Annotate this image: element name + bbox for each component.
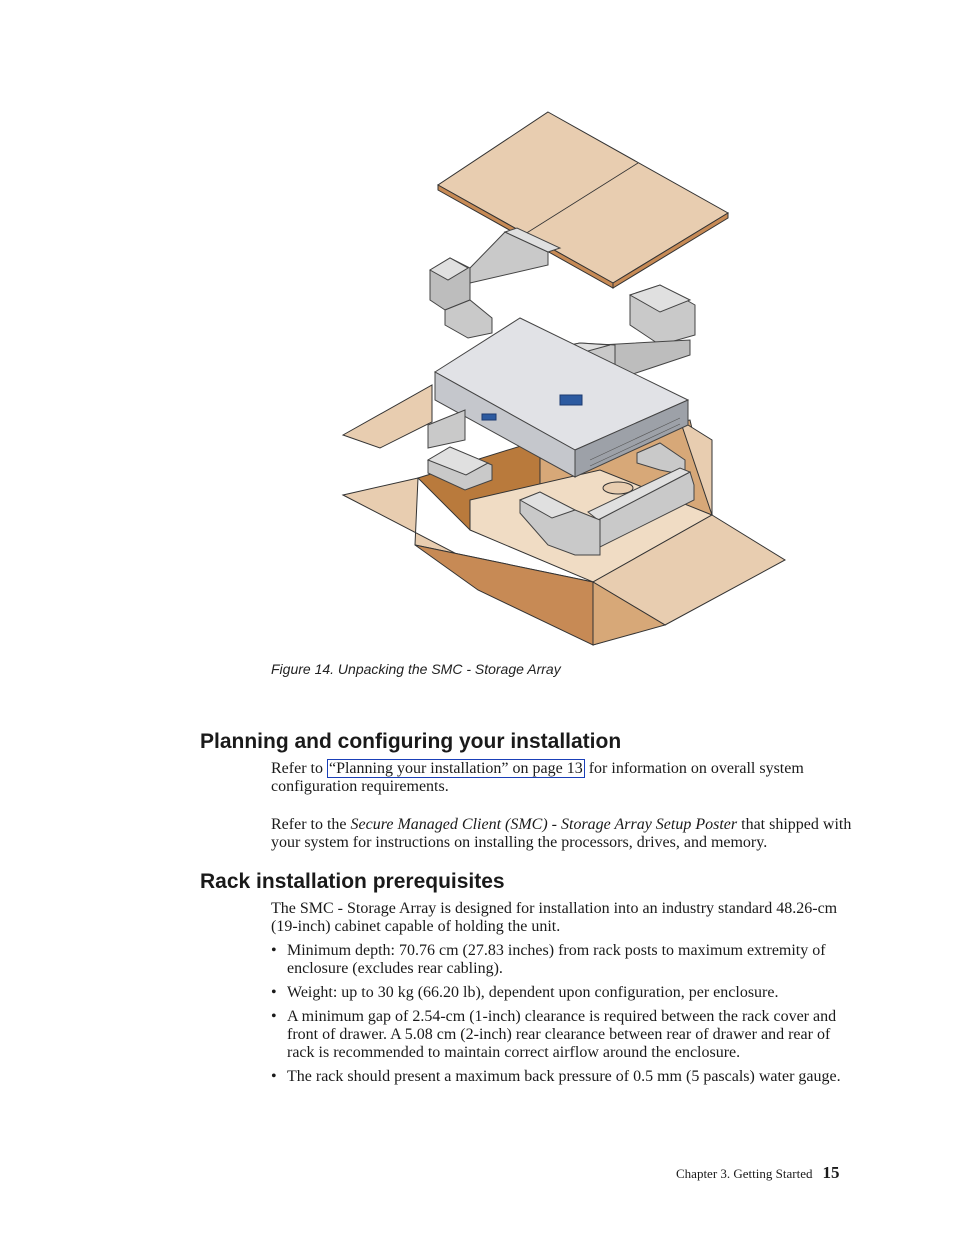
planning-paragraph-2: Refer to the Secure Managed Client (SMC) - Storage Array Setup Poster that shipped with your system for instructions on installing the processors, drives, and memory. [271, 816, 852, 851]
planning-paragraph-1: Refer to “Planning your installation” on page 13 for information on overall system configuration requirements. [271, 760, 804, 795]
list-item: • Weight: up to 30 kg (66.20 lb), dependent upon configuration, per enclosure. [271, 984, 861, 1002]
list-item: • The rack should present a maximum back pressure of 0.5 mm (5 pascals) water gauge. [271, 1068, 861, 1086]
chapter-label: Chapter 3. Getting Started [676, 1166, 813, 1181]
page-footer [676, 1163, 861, 1183]
rack-intro: The SMC - Storage Array is designed for installation into an industry standard 48.26-cm (19-inch) cabinet capable of holding the unit. [271, 900, 838, 935]
page-number: 15 [822, 1163, 840, 1182]
setup-poster-title: Secure Managed Client (SMC) - Storage Array Setup Poster [350, 816, 738, 833]
list-item: • A minimum gap of 2.54-cm (1-inch) clearance is required between the rack cover and front of drawer. A 5.08 cm (2-inch) rear clearance between rear of drawer and rear of rack is recommended to maintain correct airflow around the enclosure. [271, 1008, 861, 1062]
section-heading-rack: Rack installation prerequisites [200, 870, 505, 893]
list-item: • Minimum depth: 70.76 cm (27.83 inches) from rack posts to maximum extremity of enclosure (excludes rear cabling). [271, 942, 861, 978]
figure-caption: Figure 14. Unpacking the SMC - Storage Array [271, 661, 561, 677]
unpacking-illustration [338, 105, 790, 650]
foam-end-cap-left [430, 228, 560, 338]
planning-installation-link[interactable]: “Planning your installation” on page 13 [328, 760, 583, 777]
section-heading-planning: Planning and configuring your installation [200, 730, 622, 753]
rack-prerequisites-list [271, 942, 861, 1086]
